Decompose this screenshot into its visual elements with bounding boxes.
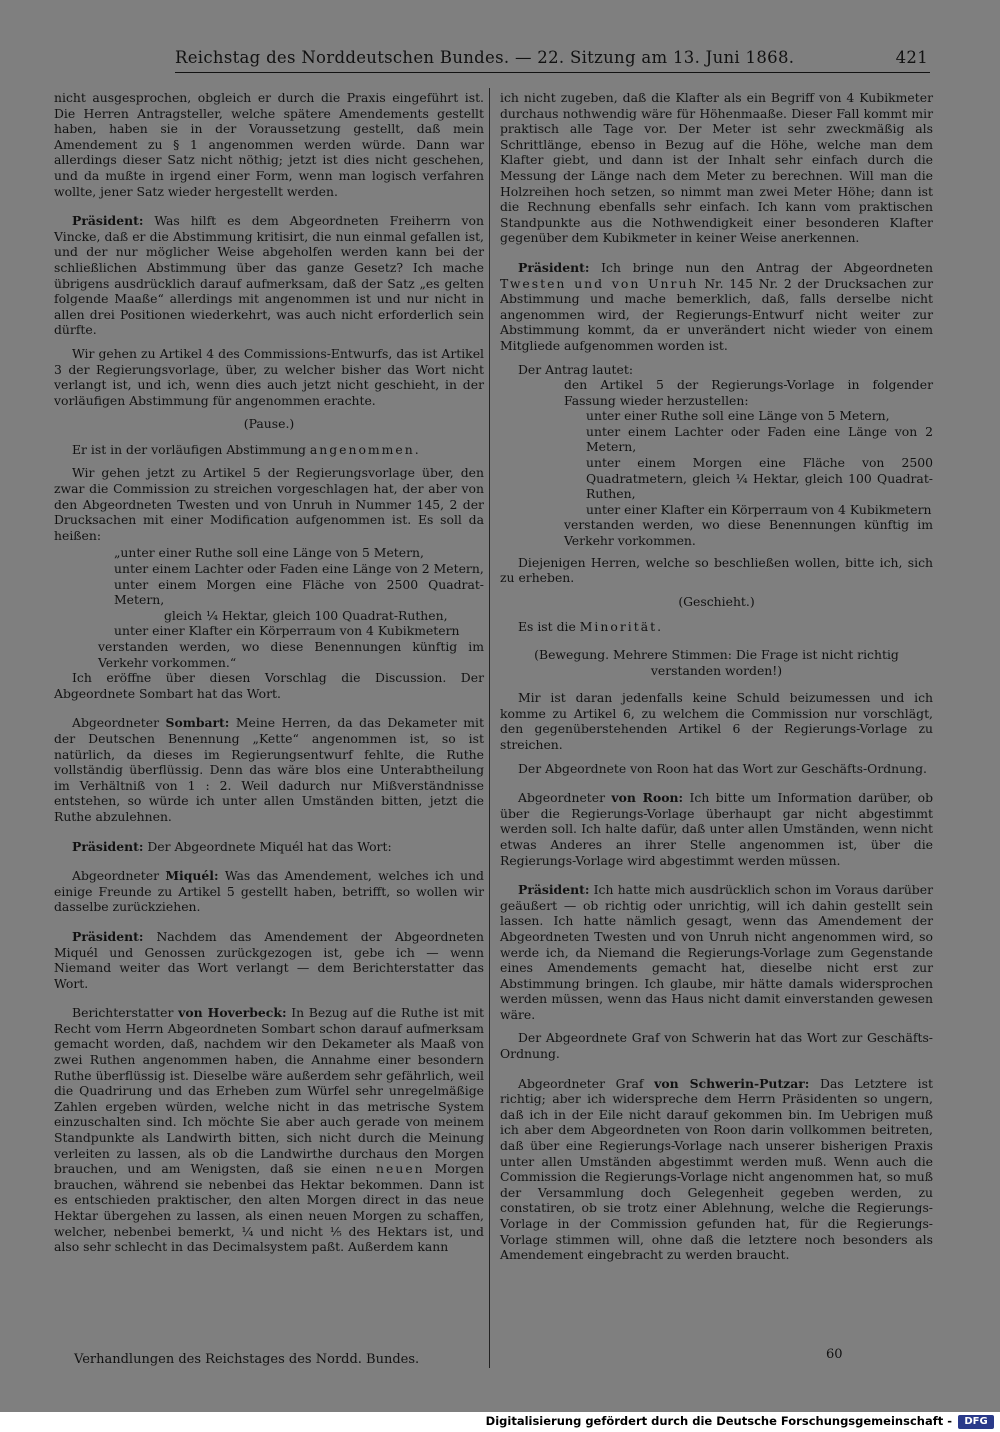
text: Es ist die — [518, 619, 580, 635]
quote-line: unter einem Lachter oder Faden eine Länge von 2 Metern, — [586, 423, 933, 455]
paragraph: Wir gehen jetzt zu Artikel 5 der Regierungsvorlage über, den zwar die Commission zu streichen vorgeschlagen hat, der aber von den Abgeordneten Twesten und von Unruh in Nummer 145, 2 der Drucksachen mit einer Modification aufgenommen ist. Es soll da heißen: — [54, 465, 484, 543]
footer-source: Verhandlungen des Reichstages des Nordd. Bundes. — [74, 1352, 420, 1367]
stage-direction: (Geschieht.) — [678, 593, 755, 609]
page-number: 421 — [895, 48, 928, 67]
text: Er ist in der vorläufigen Abstimmung — [72, 441, 310, 457]
dfg-credit-bar — [0, 1412, 1000, 1432]
speaker-name: von Hoverbeck: — [178, 1005, 287, 1021]
page-header — [175, 46, 930, 73]
text: Berichterstatter — [72, 1005, 179, 1021]
text: Abgeordneter Graf — [518, 1075, 655, 1091]
speech-text: Morgen brauchen, während sie nebenbei das Hektar bekommen. Dann ist es entschieden praktischer, den alten Morgen direct in das neue Hektar übergehen zu lassen, als einen neuen Morgen zu schaffen, welcher, nebenbei bemerkt, ¼ und nicht ⅕ des Hektars ist, und also sehr schlecht in das Decimalsystem paßt. Außerdem kann — [54, 1161, 484, 1255]
quote-line: verstanden werden, wo diese Benennungen künftig im Verkehr vorkommen.“ — [98, 639, 484, 670]
speech-text: Ich bringe nun den Antrag der Abgeordneten — [589, 259, 933, 275]
signature-mark: 60 — [826, 1347, 843, 1362]
paragraph — [500, 1076, 933, 1263]
paragraph: Diejenigen Herren, welche so beschließen wollen, bitte ich, sich zu erheben. — [500, 554, 933, 586]
paragraph: Mir ist daran jedenfalls keine Schuld beizumessen und ich komme zu Artikel 6, zu welchem die Commission nur vorschlägt, den gegenüberstehenden Artikel 6 der Regierungs-Vorlage zu streichen. — [500, 690, 933, 752]
speaker-name: Sombart: — [165, 715, 230, 731]
paragraph — [54, 839, 484, 855]
paragraph — [500, 260, 933, 354]
speaker-name: Präsident: — [72, 928, 144, 944]
spaced-text: Twesten und von Unruh — [500, 275, 699, 291]
paragraph: Der Abgeordnete von Roon hat das Wort zur Geschäfts-Ordnung. — [518, 760, 927, 776]
paragraph: ich nicht zugeben, daß die Klafter als ein Begriff von 4 Kubikmeter durchaus nothwendig wäre für Höhenmaaße. Dieser Fall kommt mir praktisch alle Tage vor. Der Meter ist sehr zweckmäßig als Schrittlänge, ebenso in Bezug auf die Höhe, welche man dem Klafter giebt, und dann ist der Inhalt sehr einfach durch die Messung der Länge nach dem Meter zu berechnen. Will man die Holzreihen hoch setzen, so nimmt man zwei Meter Höhe; dann ist die Rechnung ebenfalls sehr einfach. Ich kann vom praktischen Standpunkte aus die Nothwendigkeit einer besonderen Klafter gegenüber dem Kubikmeter in keiner Weise anerkennen. — [500, 90, 933, 246]
speech-text: Das Letztere ist richtig; aber ich widerspreche dem Herrn Präsidenten so ungern, daß ich in der Eile nicht darauf gekommen bin. Im Uebrigen muß ich aber dem Abgeordneten von Roon darin vollkommen beitreten, daß über eine Regierungs-Vorlage nach unserer bisherigen Praxis unter allen Umständen abgestimmt werden muß. Wenn auch die Commission die Regierungs-Vorlage nicht angenommen hat, so muß der Versammlung doch Gelegenheit gegeben werden, zu constatiren, ob sie trotz einer Ablehnung, welche die Regierungs-Vorlage in der Commission gefunden hat, für die Regierungs-Vorlage stimmen will, ohne daß die letztere noch besonders als Amendement eingebracht zu werden braucht. — [500, 1075, 933, 1263]
paragraph — [54, 213, 484, 338]
dfg-credit-text: Digitalisierung gefördert durch die Deutsche Forschungsgemeinschaft - — [485, 1414, 952, 1428]
speech-text: Meine Herren, da das Dekameter mit der Deutschen Benennung „Kette“ angenommen ist, so ist natürlich, da dieses im Regierungsentwurf fehlte, die Ruthe vollständig überflüssig. Denn das wäre blos eine Unterabtheilung im Verhältniß von 1 : 2. Weil dadurch nur Mißverständnisse entstehen, so würde ich unter allen Umständen bitten, jetzt die Ruthe abzulehnen. — [54, 715, 484, 824]
text: Abgeordneter — [72, 868, 166, 884]
speaker-name: Präsident: — [518, 259, 590, 275]
quote-line: „unter einer Ruthe soll eine Länge von 5 Metern, — [114, 545, 424, 561]
quote-line: unter einem Morgen eine Fläche von 2500 Quadrat-Metern, — [114, 576, 484, 608]
spaced-text: Minorität. — [579, 619, 664, 635]
speech-text: Was hilft es dem Abgeordneten Freiherrn von Vincke, daß er die Abstimmung kritisirt, die nun einmal gefallen ist, und der nur möglicher Weise abgeholfen werden kann bei der schließlichen Abstimmung über das ganze Gesetz? Ich mache übrigens ausdrücklich darauf aufmerksam, daß der Satz „es gelten folgende Maaße“ allerdings mit angenommen ist und nur nicht in allen drei Positionen wiederkehrt, was auch nicht erforderlich sein dürfte. — [54, 213, 484, 338]
quote-line: unter einem Lachter oder Faden eine Länge von 2 Metern, — [114, 561, 484, 577]
speaker-name: von Schwerin-Putzar: — [654, 1075, 810, 1091]
quote-line: verstanden werden, wo diese Benennungen künftig im Verkehr vorkommen. — [564, 517, 933, 549]
paragraph — [500, 790, 933, 868]
paragraph — [500, 619, 933, 635]
paragraph: Der Abgeordnete Graf von Schwerin hat das Wort zur Geschäfts-Ordnung. — [500, 1030, 933, 1062]
spaced-text: neuen — [376, 1161, 425, 1177]
paragraph — [54, 868, 484, 915]
speaker-name: Präsident: — [72, 213, 144, 229]
speech-text: Der Abgeordnete Miquél hat das Wort: — [143, 838, 392, 854]
speech-text: In Bezug auf die Ruthe ist mit Recht vom Herrn Abgeordneten Sombart schon darauf aufmerksam gemacht worden, daß, nachdem wir den Dekameter als Maaß von zwei Ruthen angenommen haben, die Annahme einer besondern Ruthe überflüssig ist. Dieselbe wäre außerdem sehr gefährlich, weil die Quadrirung und das Erheben zum Würfel sehr unregelmäßige Zahlen ergeben würden, welche nicht in das metrische System einzuschalten sind. Ich möchte Sie aber auch gerade von meinem Standpunkte als Landwirth bitten, sich nicht durch die Meinung verleiten zu lassen, als ob die Landwirthe durchaus den Morgen brauchen, und am Wenigsten, daß sie einen — [54, 1005, 484, 1177]
speaker-name: Präsident: — [72, 838, 144, 854]
paragraph — [54, 442, 484, 458]
quote-line: unter einer Ruthe soll eine Länge von 5 Metern, — [586, 408, 890, 424]
speech-text: Ich bitte um Information darüber, ob über die Regierungs-Vorlage überhaupt gar nicht abgestimmt werden soll. Ich halte dafür, daß unter allen Umständen, wenn nicht etwas Anderes an ihrer Stelle angenommen ist, über die Regierungs-Vorlage wird abgestimmt werden müssen. — [500, 790, 933, 868]
text: Abgeordneter — [72, 715, 166, 731]
quote-line: den Artikel 5 der Regierungs-Vorlage in folgender Fassung wieder herzustellen: — [564, 377, 933, 408]
paragraph — [500, 882, 933, 1022]
left-column — [54, 90, 484, 1263]
speech-text: Was das Amendement, welches ich und einige Freunde zu Artikel 5 gestellt haben, betrifft, so wollen wir dasselbe zurückziehen. — [54, 868, 484, 915]
right-column — [500, 90, 933, 1271]
quote-line: unter einer Klafter ein Körperraum von 4 Kubikmetern — [586, 501, 932, 517]
text: Abgeordneter — [518, 790, 612, 806]
paragraph — [54, 715, 484, 824]
paragraph: Wir gehen zu Artikel 4 des Commissions-Entwurfs, das ist Artikel 3 der Regierungsvorlage, über, zu welcher bisher das Wort nicht verlangt ist, und ich, wenn dies auch jetzt nicht geschieht, in der vorläufigen Abstimmung für angenommen erachte. — [54, 345, 484, 408]
stage-direction: (Bewegung. Mehrere Stimmen: Die Frage ist nicht richtig verstanden worden!) — [534, 647, 899, 678]
speaker-name: von Roon: — [611, 790, 684, 806]
speech-text: Ich hatte mich ausdrücklich schon im Voraus darüber geäußert — ob richtig oder unrichtig, will ich dahin gestellt sein lassen. Ich hatte nämlich gesagt, wenn das Amendement der Abgeordneten Twesten und von Unruh nicht angenommen wird, so werde ich, da Niemand die Regierungs-Vorlage zum Gegenstande eines Amendements gemacht hat, dieselbe nicht erst zur Abstimmung bringen. Ich glaube, mir hätte damals widersprochen werden müssen, wenn das Haus nicht damit einverstanden gewesen wäre. — [500, 882, 933, 1022]
speaker-name: Präsident: — [518, 882, 590, 898]
paragraph: nicht ausgesprochen, obgleich er durch die Praxis eingeführt ist. Die Herren Antragsteller, welche spätere Amendements gestellt haben, haben sie in der Voraussetzung gestellt, daß mein Amendement zu § 1 angenommen werden würde. Dann war allerdings dieser Satz nicht nöthig; jetzt ist dies nicht geschehen, und da mußte in irgend einer Form, wenn man logisch verfahren wollte, jener Satz wieder hergestellt werden. — [54, 90, 484, 199]
quote-line: gleich ¼ Hektar, gleich 100 Quadrat-Ruthen, — [164, 607, 448, 623]
stage-direction: (Pause.) — [243, 416, 295, 432]
speaker-name: Miquél: — [165, 868, 219, 884]
speech-text: Nachdem das Amendement der Abgeordneten Miquél und Genossen zurückgezogen ist, gebe ich — wenn Niemand weiter das Wort verlangt — dem Berichterstatter das Wort. — [54, 928, 484, 991]
header-title: Reichstag des Norddeutschen Bundes. — 22. Sitzung am 13. Juni 1868. — [175, 48, 795, 67]
paragraph: Ich eröffne über diesen Vorschlag die Discussion. Der Abgeordnete Sombart hat das Wort. — [54, 670, 484, 701]
quote-line: unter einem Morgen eine Fläche von 2500 Quadratmetern, gleich ¼ Hektar, gleich 100 Quadrat-Ruthen, — [586, 455, 933, 502]
quote-line: unter einer Klafter ein Körperraum von 4 Kubikmetern — [114, 623, 460, 639]
column-divider — [489, 88, 490, 1368]
speech-text: Nr. 145 Nr. 2 der Drucksachen zur Abstimmung und mache bemerklich, daß, falls derselbe nicht angenommen wird, der Regierungs-Entwurf nicht weiter zur Abstimmung kommt, da er unverändert nicht wieder von einem Mitgliede aufgenommen worden ist. — [500, 275, 933, 353]
paragraph — [54, 929, 484, 991]
paragraph: Der Antrag lautet: — [518, 361, 634, 377]
paragraph — [54, 1005, 484, 1255]
spaced-text: angenommen. — [309, 441, 421, 457]
dfg-logo-icon: DFG — [958, 1415, 994, 1429]
